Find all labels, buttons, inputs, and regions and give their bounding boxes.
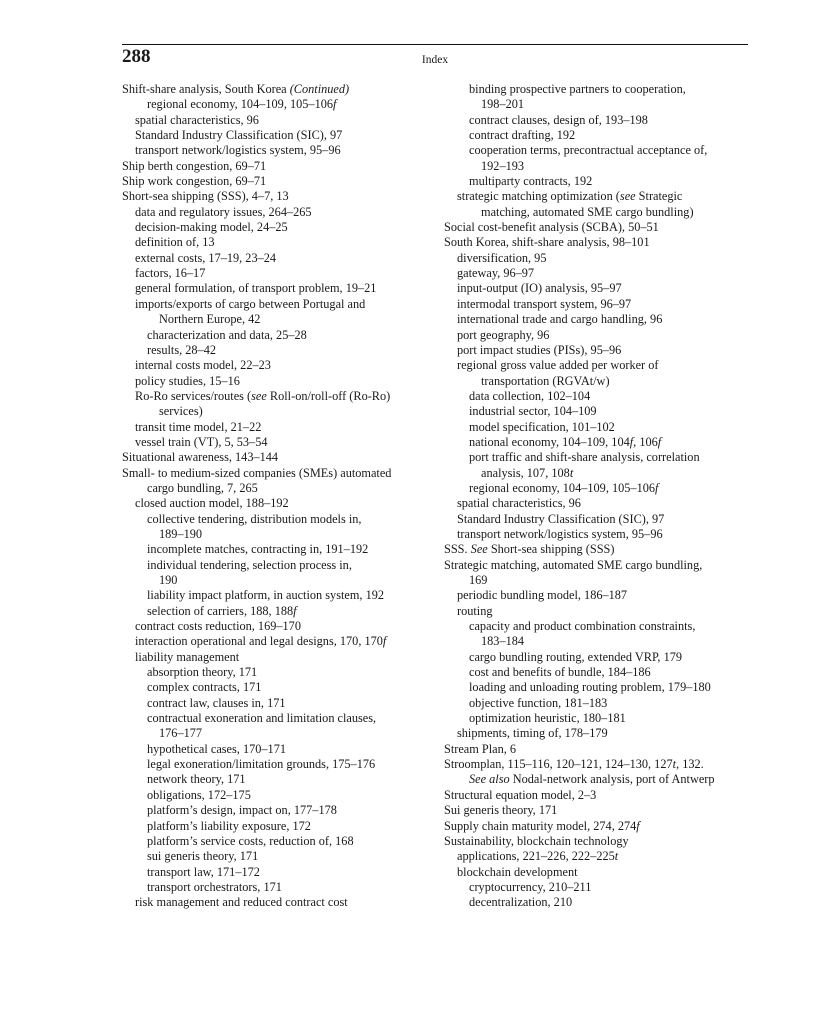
index-entry-level-1: factors, 16–17 [135, 266, 206, 281]
index-entry-continuation: 183–184 [481, 634, 525, 649]
index-entry-continuation: 190 [159, 573, 178, 587]
index-entry-continuation: 198–201 [481, 97, 525, 112]
index-entry-level-2: contract clauses, design of, 193–198 [469, 112, 648, 127]
index-entry-level-1: internal costs model, 22–23 [135, 358, 271, 373]
index-entry-level-1: transit time model, 21–22 [135, 419, 262, 434]
index-entry-continuation: analysis, 107, 108t [481, 465, 574, 480]
index-entry-level-2: national economy, 104–109, 104f, 106f [469, 434, 662, 449]
index-entry-level-1: routing [457, 603, 493, 618]
index-entry-level-0: Sustainability, blockchain technology [444, 833, 629, 848]
index-entry-continuation: 192–193 [481, 158, 525, 173]
page-number: 288 [122, 46, 151, 67]
index-entry-level-2: cost and benefits of bundle, 184–186 [469, 665, 651, 680]
index-entry-level-0: Ship work congestion, 69–71 [122, 174, 267, 189]
index-entry-level-2: cryptocurrency, 210–211 [469, 879, 592, 894]
index-entry-level-0: SSS. See Short-sea shipping (SSS) [444, 542, 615, 557]
index-entry-level-2: incomplete matches, contracting in, 191–192 [147, 542, 369, 557]
index-entry-level-0: Social cost-benefit analysis (SCBA), 50–51 [444, 220, 659, 235]
index-entry-level-2: contractual exoneration and limitation clauses, [147, 711, 377, 726]
index-entry-level-1: intermodal transport system, 96–97 [457, 296, 632, 311]
index-entry-level-0: Stream Plan, 6 [444, 741, 517, 756]
index-entry-level-2: platform’s liability exposure, 172 [147, 818, 311, 833]
index-entry-level-2: obligations, 172–175 [147, 787, 251, 802]
index-entry-continuation: See also Nodal-network analysis, port of Antwerp [469, 772, 715, 787]
index-entry-level-1: applications, 221–226, 222–225t [457, 849, 619, 864]
index-entry-level-2: contract law, clauses in, 171 [147, 695, 286, 710]
index-entry-level-1: contract costs reduction, 169–170 [135, 619, 301, 634]
index-column-right [444, 82, 764, 911]
index-entry-level-2: capacity and product combination constraints, [469, 619, 696, 634]
index-entry-level-0: Situational awareness, 143–144 [122, 450, 279, 465]
index-entry-level-2: hypothetical cases, 170–171 [147, 741, 286, 756]
index-entry-level-0: Strategic matching, automated SME cargo bundling, [444, 557, 703, 572]
index-entry-level-2: absorption theory, 171 [147, 665, 258, 680]
index-entry-level-2: collective tendering, distribution models in, [147, 511, 362, 526]
index-entry-level-0: Short-sea shipping (SSS), 4–7, 13 [122, 189, 289, 204]
index-entry-level-1: blockchain development [457, 864, 578, 879]
index-entry-level-2: regional economy, 104–109, 105–106f [147, 97, 337, 112]
index-entry-level-1: international trade and cargo handling, 96 [457, 312, 663, 327]
index-entry-level-1: strategic matching optimization (see Strategic [457, 189, 683, 204]
index-entry-continuation: Northern Europe, 42 [159, 312, 261, 327]
index-entry-level-1: imports/exports of cargo between Portugal and [135, 296, 366, 311]
index-entry-level-2: legal exoneration/limitation grounds, 175–176 [147, 757, 376, 772]
index-entry-level-1: port impact studies (PISs), 95–96 [457, 342, 622, 357]
index-entry-level-1: periodic bundling model, 186–187 [457, 588, 628, 603]
index-entry-continuation: transportation (RGVAt/w) [481, 373, 610, 388]
index-entry-level-2: results, 28–42 [147, 342, 216, 357]
header-rule [122, 44, 748, 45]
index-entry-level-1: Standard Industry Classification (SIC), 97 [457, 511, 665, 526]
index-entry-level-0: Small- to medium-sized companies (SMEs) automated [122, 465, 392, 480]
index-entry-level-2: platform’s service costs, reduction of, 168 [147, 833, 354, 848]
index-entry-level-1: gateway, 96–97 [457, 266, 535, 281]
index-entry-level-2: complex contracts, 171 [147, 680, 262, 695]
index-entry-level-0: Structural equation model, 2–3 [444, 787, 597, 802]
index-entry-level-2: liability impact platform, in auction system, 192 [147, 588, 385, 603]
index-entry-level-1: regional gross value added per worker of [457, 358, 659, 373]
index-entry-level-2: transport orchestrators, 171 [147, 879, 282, 894]
index-entry-level-2: contract drafting, 192 [469, 128, 576, 143]
index-column-left [122, 82, 432, 911]
index-entry-level-1: transport network/logistics system, 95–96 [135, 143, 341, 158]
index-entry-level-1: spatial characteristics, 96 [457, 496, 581, 511]
index-entry-level-1: data and regulatory issues, 264–265 [135, 204, 312, 219]
index-entry-level-2: transport law, 171–172 [147, 864, 260, 879]
index-entry-level-2: optimization heuristic, 180–181 [469, 711, 626, 726]
index-entry-continuation: 169 [469, 573, 488, 587]
index-entry-level-1: policy studies, 15–16 [135, 373, 240, 388]
index-entry-level-1: interaction operational and legal designs, 170, 170f [135, 634, 387, 649]
index-entry-level-2: sui generis theory, 171 [147, 849, 259, 864]
index-entry-level-2: loading and unloading routing problem, 179–180 [469, 680, 711, 695]
index-entry-level-1: Standard Industry Classification (SIC), 97 [135, 128, 343, 143]
index-entry-level-2: cooperation terms, precontractual acceptance of, [469, 143, 708, 158]
index-entry-level-2: data collection, 102–104 [469, 388, 591, 403]
index-entry-level-2: cargo bundling routing, extended VRP, 179 [469, 649, 683, 664]
index-entry-level-1: input-output (IO) analysis, 95–97 [457, 281, 622, 296]
index-entry-level-0: Ship berth congestion, 69–71 [122, 158, 267, 173]
index-entry-level-1: risk management and reduced contract cost [135, 895, 348, 910]
index-entry-level-1: general formulation, of transport problem, 19–21 [135, 281, 377, 296]
index-entry-level-0: South Korea, shift-share analysis, 98–101 [444, 235, 650, 250]
index-entry-level-0: Shift-share analysis, South Korea (Continued) [122, 82, 350, 96]
index-entry-level-1: closed auction model, 188–192 [135, 496, 289, 511]
index-entry-level-2: binding prospective partners to cooperation, [469, 82, 686, 96]
index-entry-level-2: model specification, 101–102 [469, 419, 615, 434]
index-entry-level-2: decentralization, 210 [469, 895, 573, 910]
index-entry-level-1: spatial characteristics, 96 [135, 112, 259, 127]
index-entry-level-1: liability management [135, 649, 240, 664]
index-entry-level-1: decision-making model, 24–25 [135, 220, 288, 235]
index-entry-level-1: external costs, 17–19, 23–24 [135, 250, 277, 265]
index-entry-level-2: port traffic and shift-share analysis, correlation [469, 450, 700, 465]
index-entry-level-2: individual tendering, selection process in, [147, 557, 352, 572]
index-entry-level-2: objective function, 181–183 [469, 695, 608, 710]
index-entry-continuation: matching, automated SME cargo bundling) [481, 204, 694, 219]
index-entry-level-2: network theory, 171 [147, 772, 246, 787]
index-entry-level-1: transport network/logistics system, 95–96 [457, 526, 663, 541]
index-entry-level-1: diversification, 95 [457, 250, 547, 265]
index-entry-level-0: Supply chain maturity model, 274, 274f [444, 818, 640, 833]
index-entry-level-2: selection of carriers, 188, 188f [147, 603, 297, 618]
index-entry-continuation: cargo bundling, 7, 265 [147, 480, 258, 495]
index-entry-level-0: Stroomplan, 115–116, 120–121, 124–130, 127t, 132. [444, 757, 704, 772]
index-entry-level-2: multiparty contracts, 192 [469, 174, 593, 189]
running-head: Index [421, 54, 449, 66]
index-entry-continuation: 189–190 [159, 526, 203, 541]
index-entry-level-1: vessel train (VT), 5, 53–54 [135, 434, 268, 449]
index-entry-level-1: definition of, 13 [135, 235, 215, 250]
index-entry-level-0: Sui generis theory, 171 [444, 803, 558, 818]
index-entry-level-1: shipments, timing of, 178–179 [457, 726, 608, 741]
index-entry-level-1: Ro-Ro services/routes (see Roll-on/roll-off (Ro-Ro) [135, 388, 391, 403]
index-entry-continuation: 176–177 [159, 726, 203, 741]
index-entry-level-1: port geography, 96 [457, 327, 550, 342]
index-entry-level-2: platform’s design, impact on, 177–178 [147, 803, 337, 818]
index-entry-level-2: characterization and data, 25–28 [147, 327, 307, 342]
index-entry-continuation: services) [159, 404, 203, 419]
index-entry-level-2: industrial sector, 104–109 [469, 404, 597, 419]
index-entry-level-2: regional economy, 104–109, 105–106f [469, 480, 659, 495]
